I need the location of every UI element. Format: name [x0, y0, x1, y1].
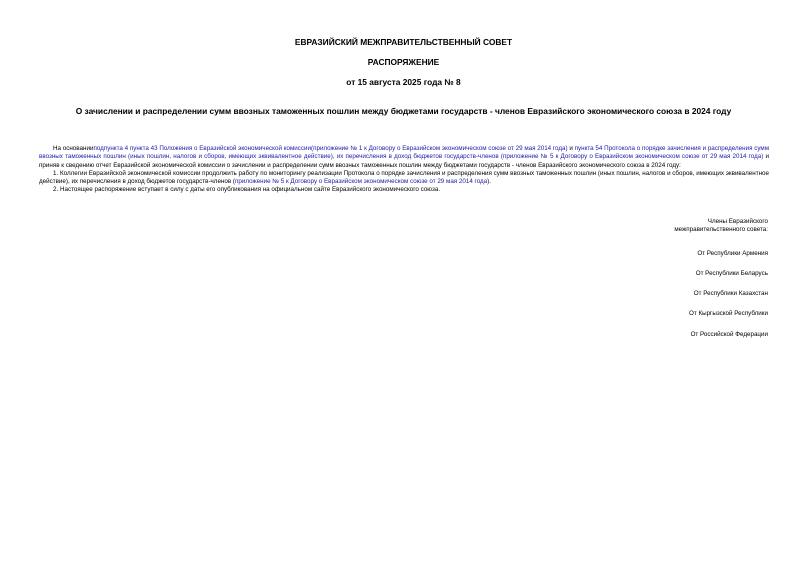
signature-heading-line-2: межправительственного совета: — [674, 226, 768, 234]
signatory-russia: От Российской Федерации — [690, 330, 768, 338]
link-appendix-5[interactable]: (приложение № 5 к Договору о Евразийском экономическом союзе от 29 мая 2014 года) — [500, 153, 764, 161]
signature-heading — [508, 218, 768, 235]
document-type: РАСПОРЯЖЕНИЕ — [367, 57, 440, 67]
link-commission-regulation[interactable]: подпункта 4 пункта 43 Положения о Евразийской экономической комиссии — [93, 145, 311, 152]
link-item1-appendix-5[interactable]: приложение № 5 к Договору о Евразийском экономическом союзе от 29 мая 2014 года — [235, 178, 488, 186]
signature-heading-line-1: Члены Евразийского — [707, 218, 768, 225]
link-protocol-point-54[interactable]: пункта 54 Протокола о порядке зачисления и распределения сумм ввозных таможенных пошлин (иных пошлин, налогов и сборов, имеющих эквивалентное действие), их перечисления в доход бюджетов государств-членов — [39, 145, 769, 161]
document-title: О зачислении и распределении сумм ввозных таможенных пошлин между бюджетами государств - членов Евразийского экономического союза в 2024 году — [75, 106, 732, 116]
signatory-kyrgyzstan: От Кыргызской Республики — [688, 310, 768, 318]
preamble-text-2: и — [567, 145, 575, 152]
document-body — [39, 145, 769, 195]
item-1-paragraph — [39, 170, 769, 187]
item-1-text-2: ). — [487, 178, 491, 186]
council-name: ЕВРАЗИЙСКИЙ МЕЖПРАВИТЕЛЬСТВЕННЫЙ СОВЕТ — [294, 37, 513, 47]
signatory-armenia: От Республики Армения — [697, 249, 768, 257]
preamble-text-1: На основании — [53, 145, 94, 152]
signatory-kazakhstan: От Республики Казахстан — [693, 290, 768, 298]
item-1-text-1: 1. Коллегии Евразийской экономической комиссии продолжить работу по мониторингу реализации Протокола о порядке зачисления и распределения сумм ввозных таможенных пошлин (иных пошлин, налогов и сборов, имеющих эквивалентное действие), их перечисления в доход бюджетов государств-членов ( — [39, 169, 769, 186]
preamble-text-4: и приняв к сведению отчет Евразийской экономической комиссии о зачислении и распределении сумм ввозных таможенных пошлин между бюджетами государств - членов Евразийского экономического союза в 2024 году: — [39, 153, 769, 169]
link-appendix-1[interactable]: (приложение № 1 к Договору о Евразийском экономическом союзе от 29 мая 2014 года) — [311, 145, 568, 152]
document-date-number: от 15 августа 2025 года № 8 — [346, 77, 461, 87]
preamble-paragraph — [39, 145, 769, 170]
signature-block — [508, 218, 768, 339]
item-2-paragraph: 2. Настоящее распоряжение вступает в силу с даты его опубликования на официальном сайте Евразийского экономического союза. — [53, 186, 441, 194]
signatory-belarus: От Республики Беларусь — [695, 269, 768, 277]
